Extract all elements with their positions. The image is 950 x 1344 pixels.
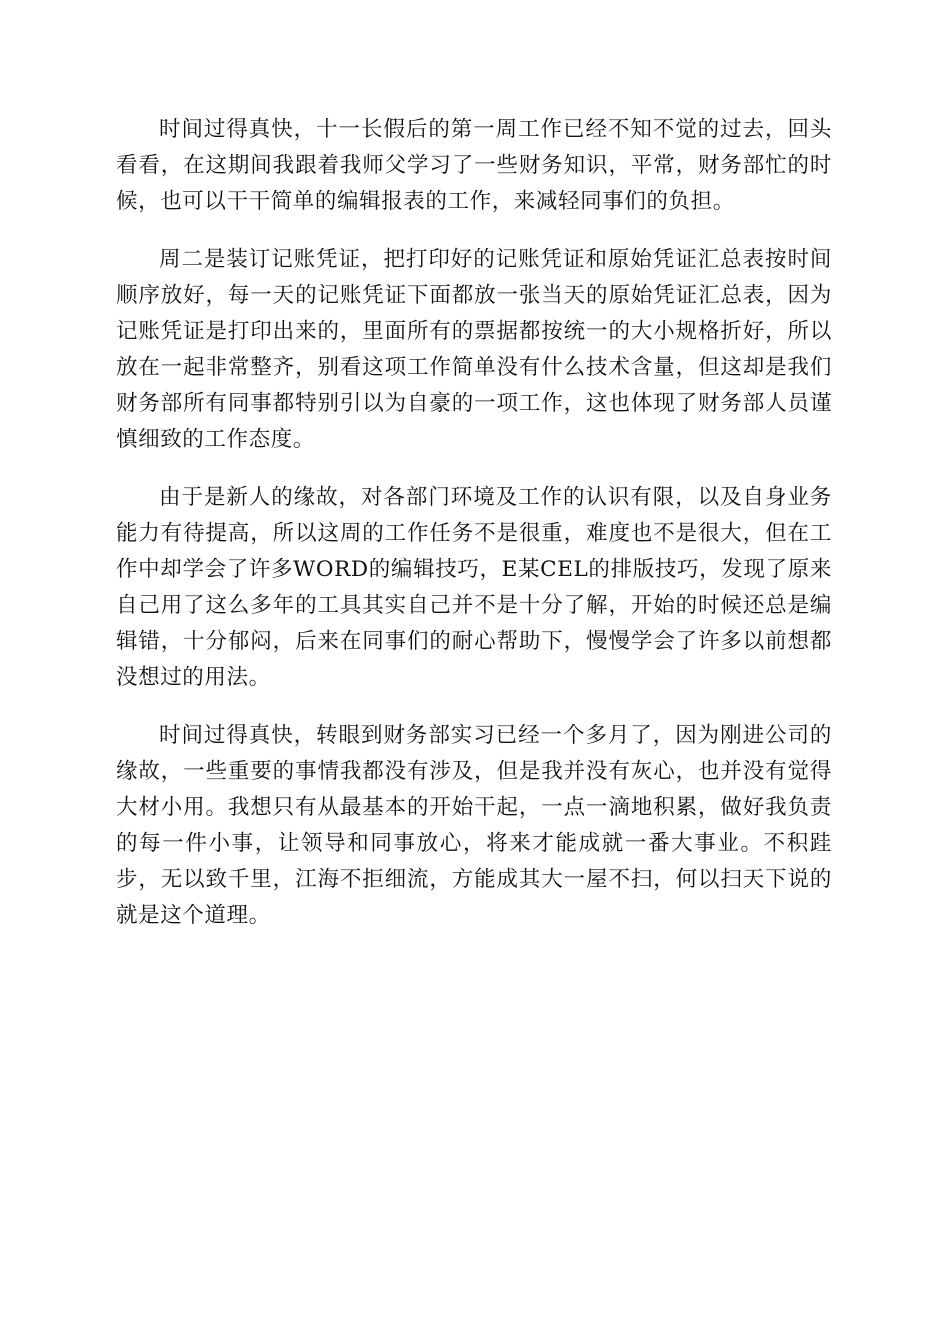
paragraph-3: 由于是新人的缘故，对各部门环境及工作的认识有限，以及自身业务能力有待提高，所以这周的工作任务不是很重，难度也不是很大，但在工作中却学会了许多WORD的编辑技巧，E某CEL的排版技巧，发现了原来自己用了这么多年的工具其实自己并不是十分了解，开始的时候还总是编辑错，十分郁闷，后来在同事们的耐心帮助下，慢慢学会了许多以前想都没想过的用法。	[116, 485, 832, 690]
paragraph-4: 时间过得真快，转眼到财务部实习已经一个多月了，因为刚进公司的缘故，一些重要的事情我都没有涉及，但是我并没有灰心，也并没有觉得大材小用。我想只有从最基本的开始干起，一点一滴地积累，做好我负责的每一件小事，让领导和同事放心，将来才能成就一番大事业。不积跬步，无以致千里，江海不拒细流，方能成其大一屋不扫，何以扫天下说的就是这个道理。	[116, 723, 832, 928]
paragraph-2: 周二是装订记账凭证，把打印好的记账凭证和原始凭证汇总表按时间顺序放好，每一天的记账凭证下面都放一张当天的原始凭证汇总表，因为记账凭证是打印出来的，里面所有的票据都按统一的大小规格折好，所以放在一起非常整齐，别看这项工作简单没有什么技术含量，但这却是我们财务部所有同事都特别引以为自豪的一项工作，这也体现了财务部人员谨慎细致的工作态度。	[116, 247, 832, 452]
document-body	[116, 112, 832, 956]
paragraph-1: 时间过得真快，十一长假后的第一周工作已经不知不觉的过去，回头看看，在这期间我跟着我师父学习了一些财务知识，平常，财务部忙的时候，也可以干干简单的编辑报表的工作，来减轻同事们的负担。	[116, 117, 832, 214]
